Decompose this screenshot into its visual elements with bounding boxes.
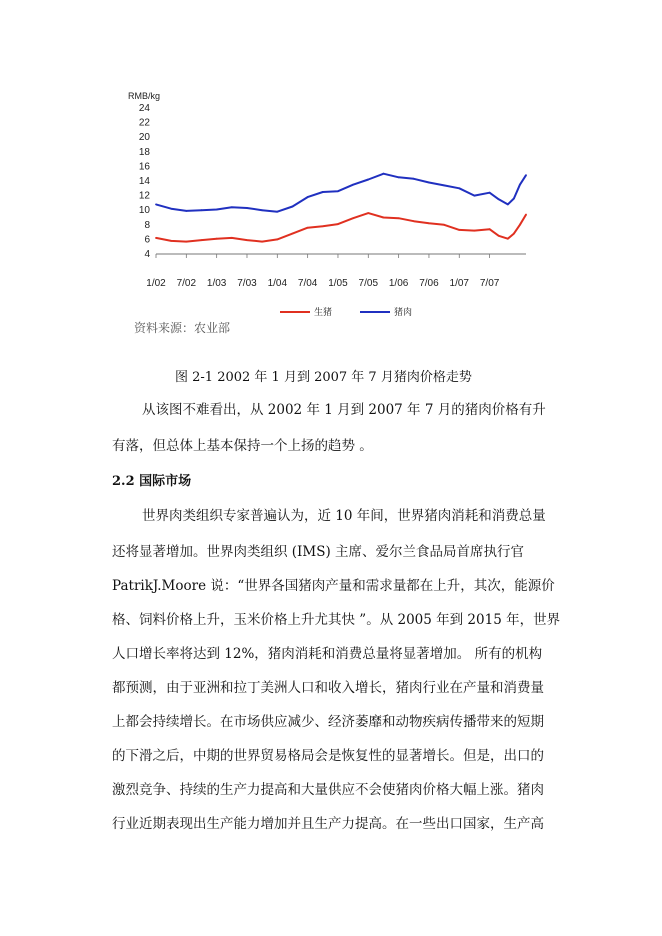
data-point xyxy=(428,222,430,224)
data-point xyxy=(352,184,354,186)
data-point xyxy=(246,207,248,209)
data-point xyxy=(352,217,354,219)
pork-price-chart xyxy=(110,84,550,344)
x-tick-label: 7/02 xyxy=(176,278,197,289)
y-tick-label: 22 xyxy=(138,117,150,129)
data-point xyxy=(489,228,491,230)
data-point xyxy=(216,209,218,211)
data-point xyxy=(185,241,187,243)
data-point xyxy=(322,225,324,227)
data-point xyxy=(443,224,445,226)
data-point xyxy=(413,220,415,222)
chart-legend xyxy=(280,306,412,317)
data-point xyxy=(367,212,369,214)
data-point xyxy=(458,229,460,231)
data-point xyxy=(383,217,385,219)
x-tick-label: 1/05 xyxy=(328,278,348,289)
x-tick-label: 7/07 xyxy=(479,278,500,289)
data-point xyxy=(383,173,385,175)
paragraph-line: 人口增长率将达到 12%，猪肉消耗和消费总量将显著增加。 所有的机构 xyxy=(112,646,543,662)
data-point xyxy=(498,198,500,200)
data-point xyxy=(170,240,172,242)
y-tick-label: 16 xyxy=(138,161,150,173)
y-tick-label: 8 xyxy=(144,219,150,231)
paragraph-line: PatrikJ.Moore 说：“世界各国猪肉产量和需求量都在上升，其次，能源价 xyxy=(112,578,555,594)
y-tick-label: 14 xyxy=(138,176,150,187)
data-point xyxy=(489,192,491,194)
paragraph-line: 上都会持续增长。在市场供应减少、经济萎靡和动物疾病传播带来的短期 xyxy=(112,714,544,730)
data-point xyxy=(307,227,309,229)
data-point xyxy=(507,238,509,240)
y-tick-label: 12 xyxy=(138,190,150,202)
x-tick-label: 7/05 xyxy=(358,278,379,289)
data-point xyxy=(170,208,172,210)
data-point xyxy=(276,239,278,241)
y-tick-label: 18 xyxy=(138,146,150,158)
data-point xyxy=(474,230,476,232)
paragraph-line: 的下滑之后，中期的世界贸易格局会是恢复性的显著增长。但是，出口的 xyxy=(112,748,544,764)
x-tick-label: 1/02 xyxy=(146,278,166,289)
data-point xyxy=(398,176,400,178)
paragraph-line: 都预测，由于亚洲和拉丁美洲人口和收入增长，猪肉行业在产量和消费量 xyxy=(112,680,544,696)
data-point xyxy=(398,217,400,219)
data-point xyxy=(276,211,278,213)
data-point xyxy=(337,190,339,192)
y-tick-label: 10 xyxy=(138,205,150,217)
data-point xyxy=(216,238,218,240)
data-point xyxy=(428,182,430,184)
data-point xyxy=(519,224,521,226)
data-point xyxy=(292,233,294,235)
chart-source-note: 资料来源：农业部 xyxy=(134,321,231,335)
data-point xyxy=(513,198,515,200)
data-point xyxy=(322,191,324,193)
y-tick-label: 6 xyxy=(144,234,150,246)
x-tick-label: 7/06 xyxy=(419,278,439,289)
paragraph-line: 从该图不难看出，从 2002 年 1 月到 2007 年 7 月的猪肉价格有升 xyxy=(142,402,546,418)
data-point xyxy=(413,178,415,180)
data-point xyxy=(367,179,369,181)
legend-label: 生猪 xyxy=(314,307,333,317)
paragraph-line: 格、饲料价格上升，玉米价格上升尤其快 ”。从 2005 年到 2015 年，世界 xyxy=(112,612,561,628)
data-point xyxy=(261,241,263,243)
y-axis-unit-label: RMB/kg xyxy=(128,91,161,101)
paragraph-line: 世界肉类组织专家普遍认为，近 10 年间，世界猪肉消耗和消费总量 xyxy=(142,508,546,524)
figure-caption: 图 2-1 2002 年 1 月到 2007 年 7 月猪肉价格走势 xyxy=(175,370,472,385)
data-point xyxy=(498,235,500,237)
data-point xyxy=(513,233,515,235)
data-point xyxy=(337,223,339,225)
data-point xyxy=(474,195,476,197)
data-point xyxy=(525,174,527,176)
legend-label: 猪肉 xyxy=(394,307,413,317)
data-point xyxy=(155,203,157,205)
data-point xyxy=(458,187,460,189)
data-point xyxy=(443,184,445,186)
paragraph-line: 激烈竞争、持续的生产力提高和大量供应不会使猪肉价格大幅上涨。猪肉 xyxy=(112,782,544,798)
data-point xyxy=(525,214,527,216)
x-tick-label: 1/06 xyxy=(388,278,409,289)
paragraph-line: 有落，但总体上基本保持一个上扬的趋势 。 xyxy=(112,438,373,454)
data-point xyxy=(246,239,248,241)
y-tick-label: 20 xyxy=(138,132,150,144)
data-point xyxy=(231,206,233,208)
data-point xyxy=(201,209,203,211)
data-point xyxy=(292,206,294,208)
data-point xyxy=(307,196,309,198)
x-tick-label: 1/04 xyxy=(267,278,288,289)
y-tick-label: 4 xyxy=(144,249,150,260)
series-line-猪肉 xyxy=(156,174,526,212)
data-point xyxy=(261,209,263,211)
data-point xyxy=(185,210,187,212)
y-tick-label: 24 xyxy=(138,103,150,114)
data-point xyxy=(507,203,509,205)
x-tick-label: 7/03 xyxy=(237,278,257,289)
data-point xyxy=(519,184,521,186)
x-tick-label: 1/03 xyxy=(206,278,227,289)
x-tick-label: 1/07 xyxy=(449,278,470,289)
data-point xyxy=(155,237,157,239)
data-point xyxy=(201,239,203,241)
paragraph-line: 行业近期表现出生产能力增加并且生产力提高。在一些出口国家，生产高 xyxy=(112,816,544,832)
series-line-生猪 xyxy=(156,213,526,242)
paragraph-line: 还将显著增加。世界肉类组织 (IMS) 主席、爱尔兰食品局首席执行官 xyxy=(112,544,525,560)
data-point xyxy=(231,237,233,239)
x-tick-label: 7/04 xyxy=(297,278,318,289)
section-heading: 2.2 国际市场 xyxy=(112,474,192,489)
